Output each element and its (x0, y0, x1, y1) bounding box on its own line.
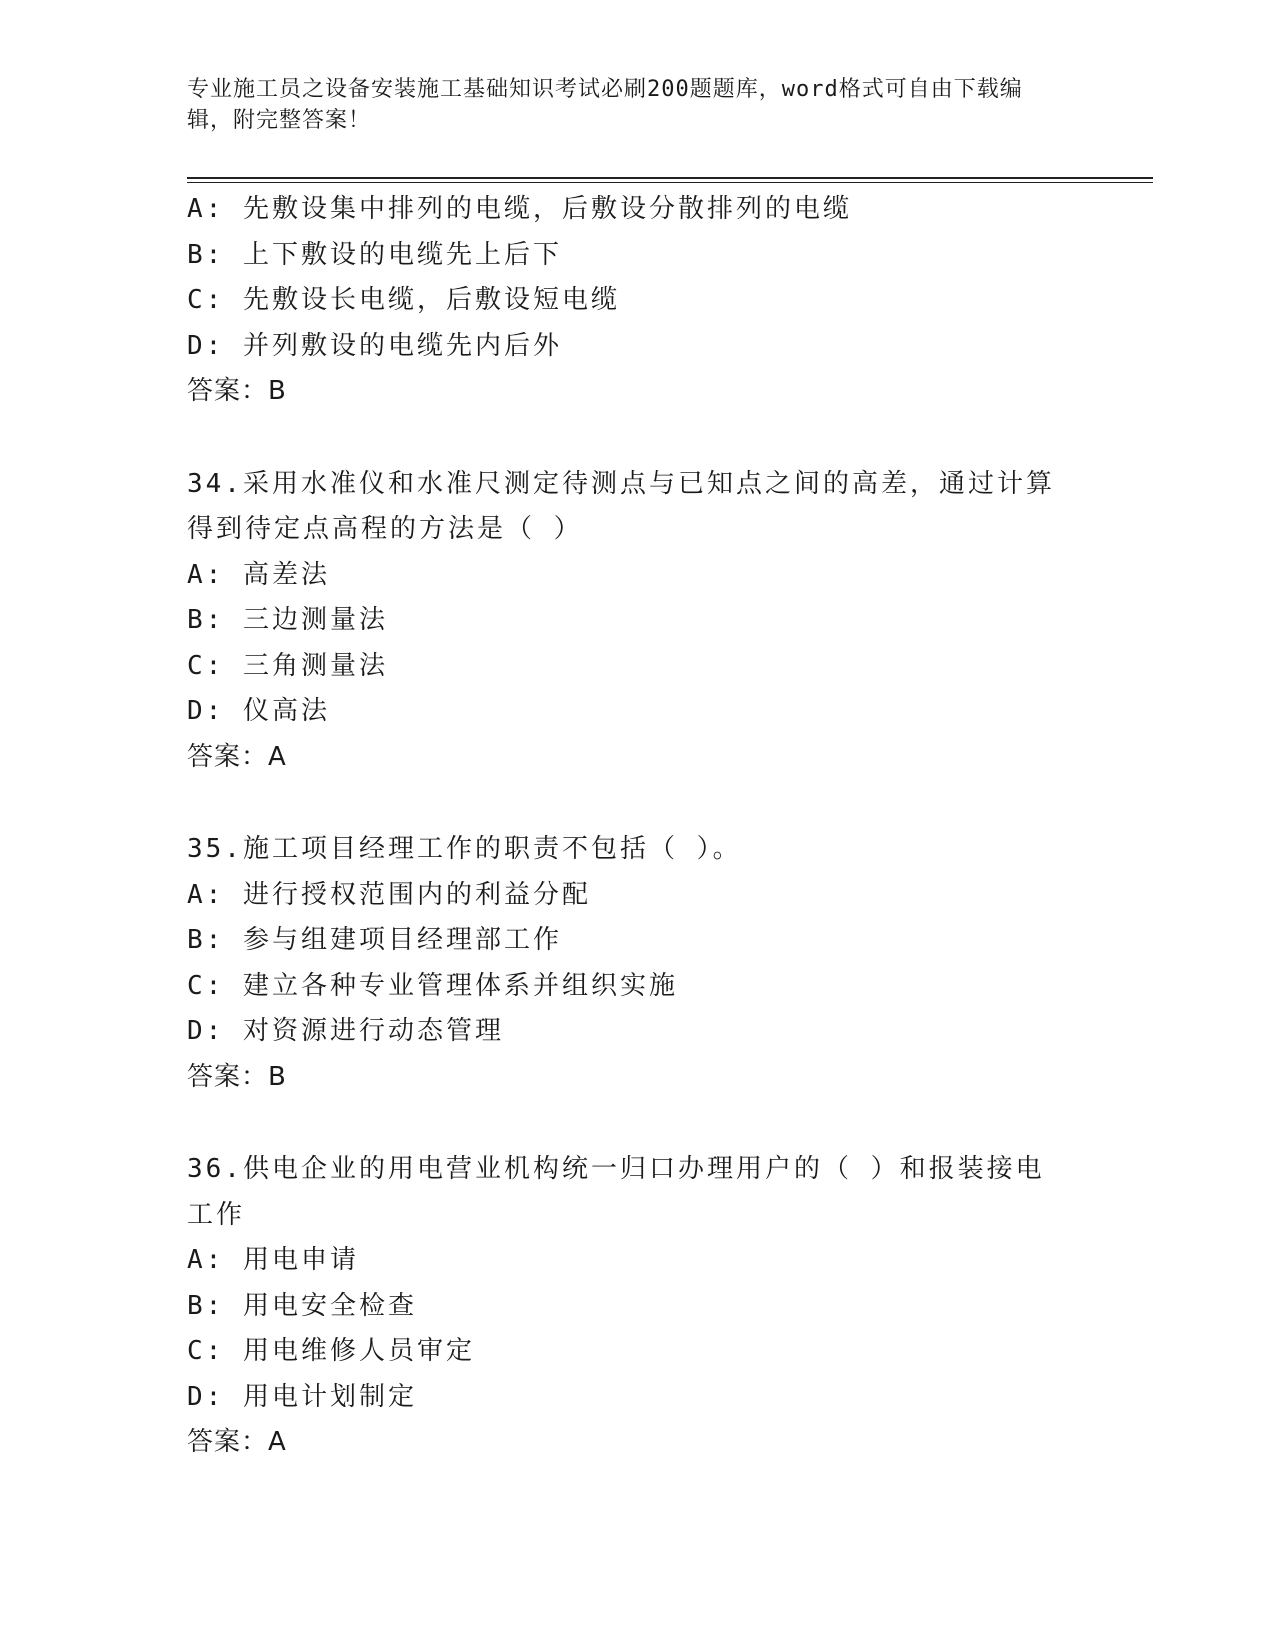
answer-label: 答案：B (187, 376, 287, 406)
question-text: 36.供电企业的用电营业机构统一归口办理用户的（ ）和报装接电工作 (187, 1154, 1045, 1230)
answer-label: 答案：B (187, 1061, 287, 1092)
answer-label: 答案：A (187, 1427, 287, 1457)
option-b: B: 三边测量法 (187, 605, 388, 635)
block-spacer (187, 780, 1087, 827)
question-block (187, 827, 1087, 1100)
option-d: D: 并列敷设的电缆先内后外 (187, 330, 562, 361)
option-c: C: 用电维修人员审定 (187, 1336, 475, 1366)
option-c: C: 三角测量法 (187, 650, 388, 681)
question-text: 35.施工项目经理工作的职责不包括（ ）。 (187, 834, 742, 864)
option-b: B: 上下敷设的电缆先上后下 (187, 239, 562, 270)
option-a: A: 先敷设集中排列的电缆，后敷设分散排列的电缆 (187, 194, 852, 224)
question-list (187, 187, 1087, 1466)
question-text: 34.采用水准仪和水准尺测定待测点与已知点之间的高差，通过计算得到待定点高程的方法是（ ） (187, 468, 1055, 544)
option-b: B: 用电安全检查 (187, 1290, 417, 1321)
header-divider (187, 177, 1153, 183)
option-d: D: 仪高法 (187, 696, 330, 726)
question-block (187, 1147, 1087, 1466)
option-d: D: 对资源进行动态管理 (187, 1016, 504, 1046)
document-header-title: 专业施工员之设备安装施工基础知识考试必刷200题题库，word格式可自由下载编辑，附完整答案！ (187, 77, 1023, 133)
block-spacer (187, 1100, 1087, 1147)
option-a: A: 用电申请 (187, 1245, 359, 1275)
option-a: A: 进行授权范围内的利益分配 (187, 879, 591, 910)
option-a: A: 高差法 (187, 559, 330, 590)
answer-label: 答案：A (187, 741, 287, 772)
question-block (187, 187, 1087, 415)
option-b: B: 参与组建项目经理部工作 (187, 925, 562, 955)
option-c: C: 先敷设长电缆，后敷设短电缆 (187, 285, 620, 315)
question-block (187, 462, 1087, 781)
option-d: D: 用电计划制定 (187, 1381, 417, 1412)
block-spacer (187, 415, 1087, 462)
option-c: C: 建立各种专业管理体系并组织实施 (187, 970, 678, 1001)
